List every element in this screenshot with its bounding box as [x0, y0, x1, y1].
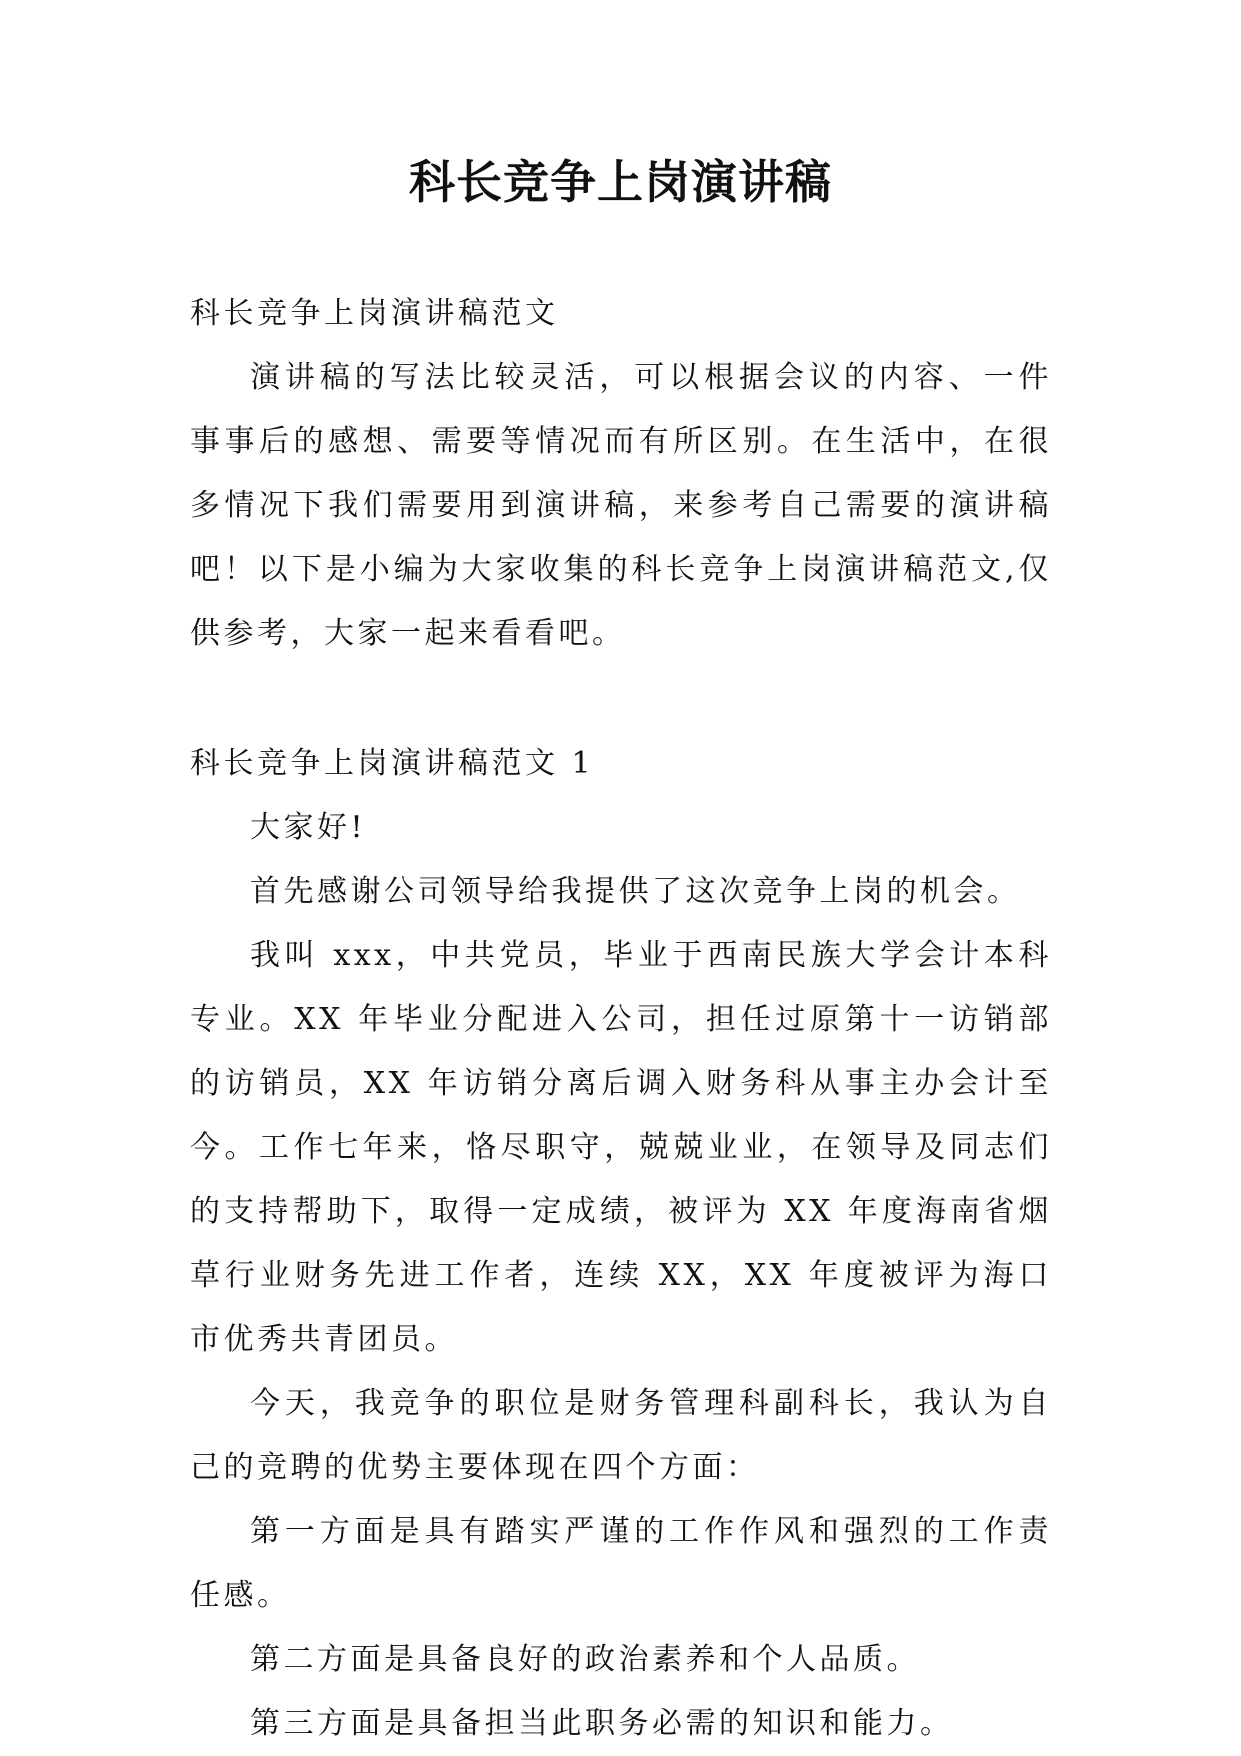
thanks-paragraph: 首先感谢公司领导给我提供了这次竞争上岗的机会。: [250, 874, 1021, 909]
section-heading: 科长竞争上岗演讲稿范文 1: [190, 746, 595, 781]
document-subtitle: 科长竞争上岗演讲稿范文: [190, 296, 559, 331]
greeting-paragraph: 大家好!: [250, 810, 367, 845]
paragraph-spacer: [190, 666, 1052, 732]
intro-paragraph: 演讲稿的写法比较灵活，可以根据会议的内容、一件事事后的感想、需要等情况而有所区别。在生活中，在很多情况下我们需要用到演讲稿，来参考自己需要的演讲稿吧！以下是小编为大家收集的科长竞争上岗演讲稿范文,仅供参考，大家一起来看看吧。: [190, 360, 1052, 651]
document-title: 科长竞争上岗演讲稿: [409, 155, 832, 209]
advantage-two-paragraph: 第二方面是具备良好的政治素养和个人品质。: [250, 1642, 920, 1677]
advantage-three-paragraph: 第三方面是具备担当此职务必需的知识和能力。: [250, 1706, 954, 1741]
advantage-one-paragraph: 第一方面是具有踏实严谨的工作作风和强烈的工作责任感。: [190, 1514, 1052, 1613]
self-introduction-paragraph: 我叫 xxx，中共党员，毕业于西南民族大学会计本科专业。XX 年毕业分配进入公司，担任过原第十一访销部的访销员，XX 年访销分离后调入财务科从事主办会计至今。工作七年来，恪尽职守，兢兢业业，在领导及同志们的支持帮助下，取得一定成绩，被评为 XX 年度海南省烟草行业财务先进工作者，连续 XX，XX 年度被评为海口市优秀共青团员。: [190, 938, 1052, 1357]
document-body: [190, 282, 1052, 1756]
position-paragraph: 今天，我竞争的职位是财务管理科副科长，我认为自己的竞聘的优势主要体现在四个方面：: [190, 1386, 1052, 1485]
